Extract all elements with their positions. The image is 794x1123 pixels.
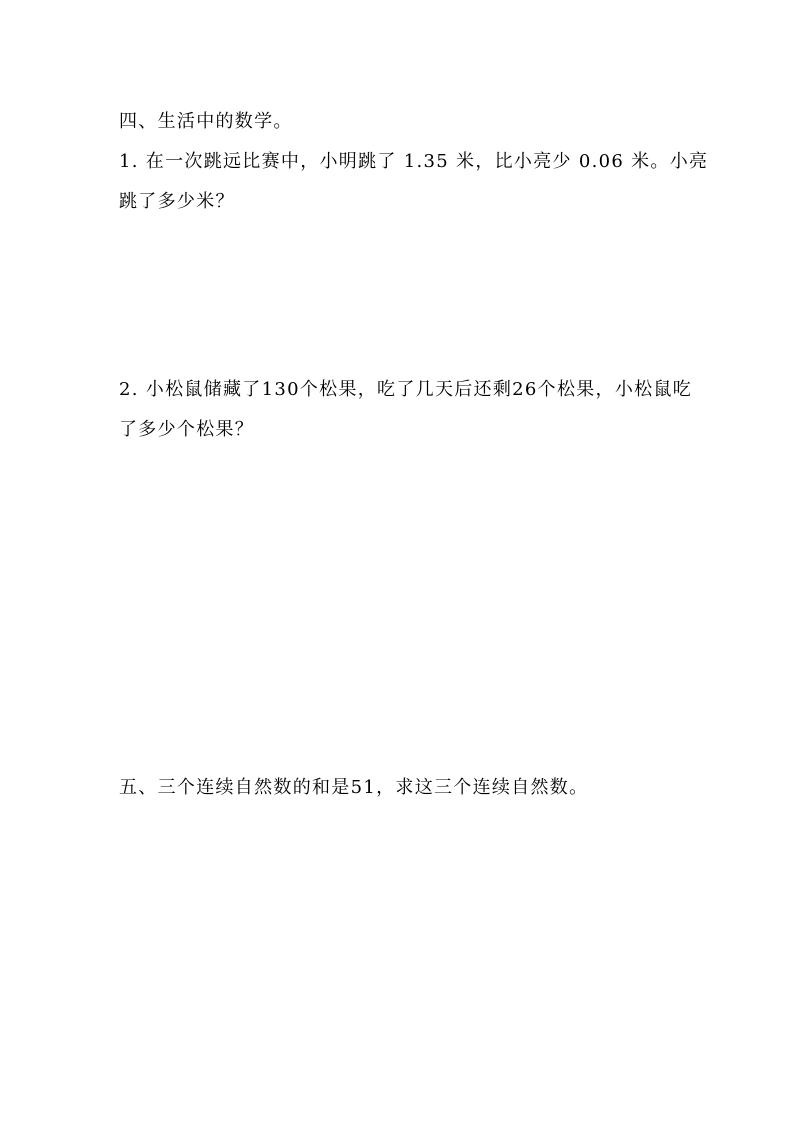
question-two-line-two: 了多少个松果？	[119, 419, 255, 440]
question-two-line-one: 2. 小松鼠储藏了130个松果，吃了几天后还剩26个松果，小松鼠吃	[119, 379, 693, 400]
section-four-heading: 四、生活中的数学。	[119, 111, 293, 132]
question-one-line-two: 跳了多少米？	[119, 191, 235, 212]
section-five-question: 五、三个连续自然数的和是51，求这三个连续自然数。	[119, 777, 589, 798]
question-one-line-one: 1. 在一次跳远比赛中，小明跳了 1.35 米，比小亮少 0.06 米。小亮	[119, 151, 709, 172]
